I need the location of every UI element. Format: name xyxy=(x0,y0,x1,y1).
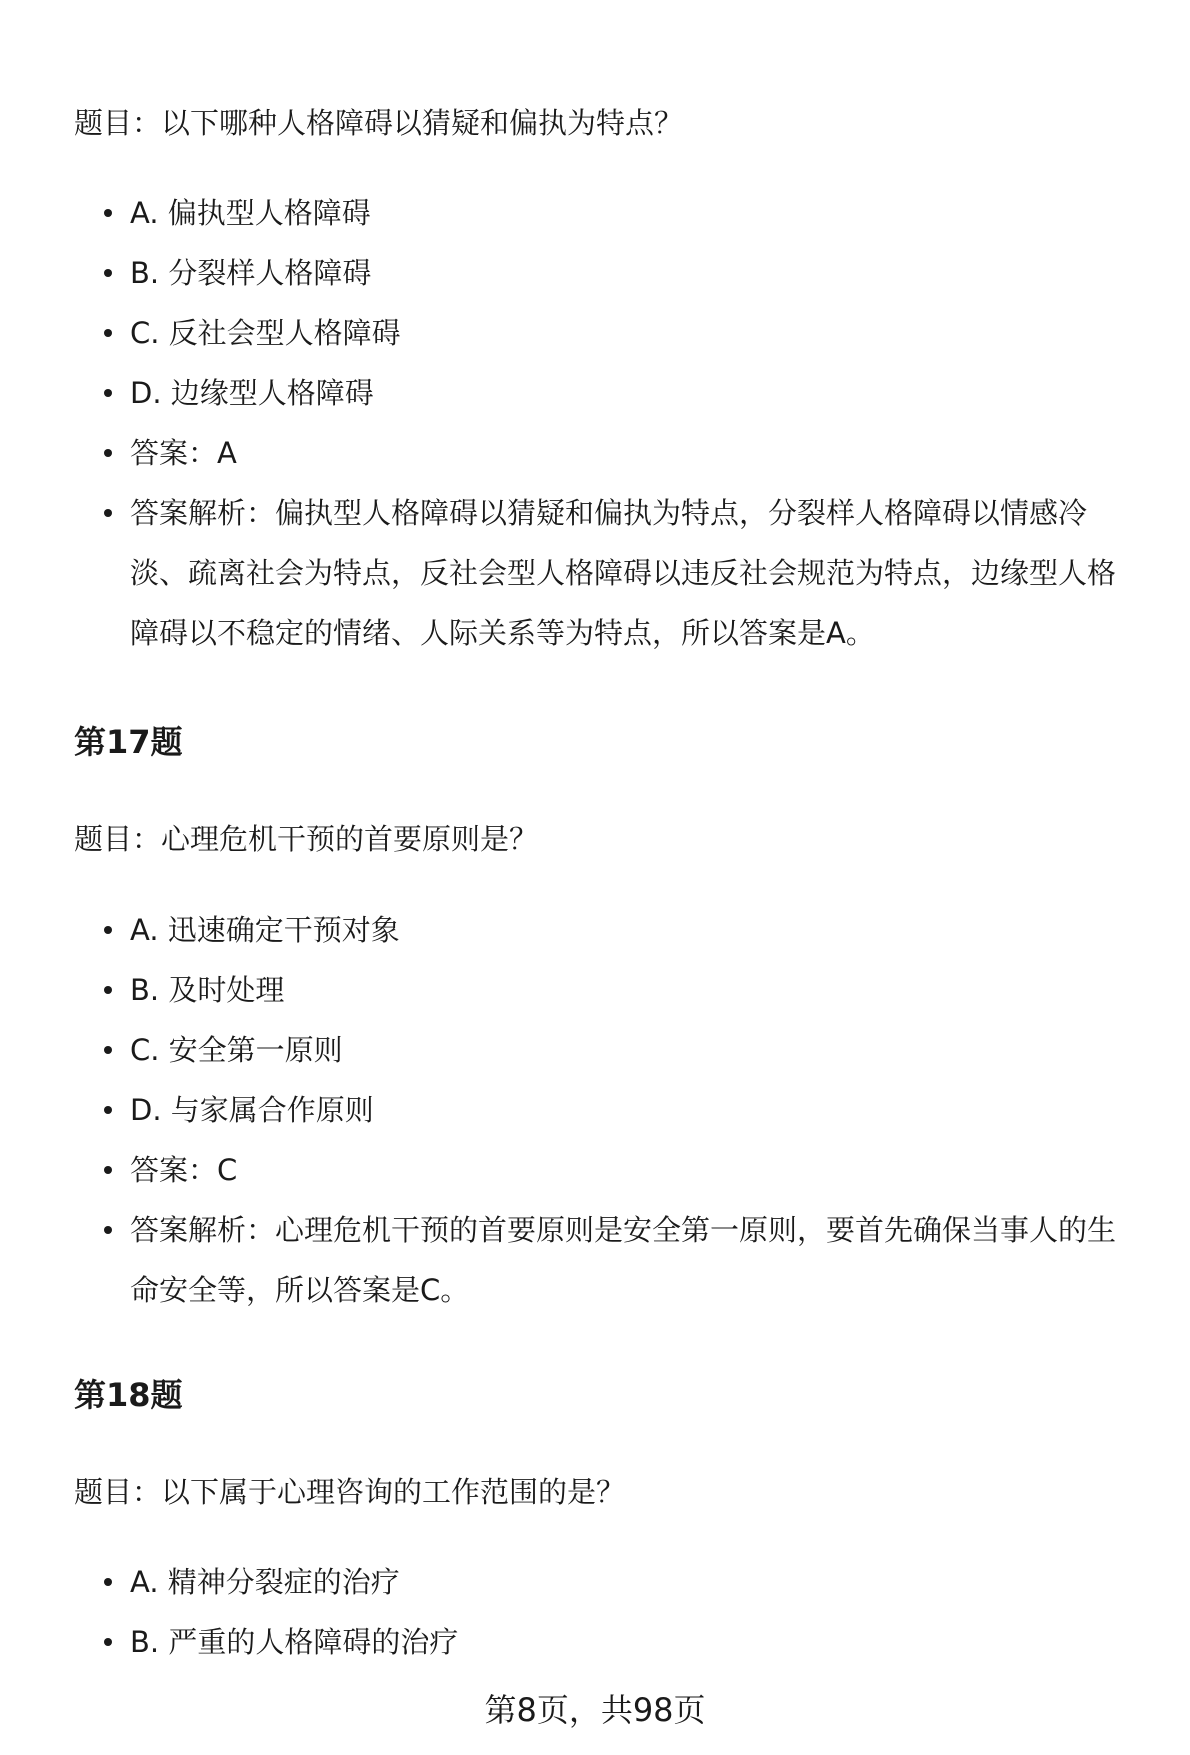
answer-analysis xyxy=(74,1200,1164,1320)
option-c: C. 反社会型人格障碍 xyxy=(74,303,1164,363)
option-b: B. 严重的人格障碍的治疗 xyxy=(74,1612,1164,1672)
option-list xyxy=(74,1552,1164,1672)
option-c: C. 安全第一原则 xyxy=(74,1020,1164,1080)
answer-analysis xyxy=(74,483,1164,663)
analysis-line: 淡、疏离社会为特点，反社会型人格障碍以违反社会规范为特点，边缘型人格 xyxy=(130,556,1117,590)
option-d: D. 边缘型人格障碍 xyxy=(74,363,1164,423)
analysis-line: 答案解析：心理危机干预的首要原则是安全第一原则，要首先确保当事人的生 xyxy=(130,1213,1117,1247)
question-heading: 第18题 xyxy=(74,1376,183,1414)
answer: 答案：A xyxy=(74,423,1164,483)
analysis-line: 障碍以不稳定的情绪、人际关系等为特点，所以答案是A。 xyxy=(130,616,875,650)
option-a: A. 精神分裂症的治疗 xyxy=(74,1552,1164,1612)
question-text: 题目：以下属于心理咨询的工作范围的是？ xyxy=(74,1475,626,1509)
option-b: B. 及时处理 xyxy=(74,960,1164,1020)
option-b: B. 分裂样人格障碍 xyxy=(74,243,1164,303)
option-list xyxy=(74,900,1164,1320)
option-a: A. 迅速确定干预对象 xyxy=(74,900,1164,960)
question-heading: 第17题 xyxy=(74,723,183,761)
answer: 答案：C xyxy=(74,1140,1164,1200)
analysis-line: 命安全等，所以答案是C。 xyxy=(130,1273,470,1307)
option-a: A. 偏执型人格障碍 xyxy=(74,183,1164,243)
analysis-line: 答案解析：偏执型人格障碍以猜疑和偏执为特点，分裂样人格障碍以情感冷 xyxy=(130,496,1088,530)
option-d: D. 与家属合作原则 xyxy=(74,1080,1164,1140)
question-text: 题目：心理危机干预的首要原则是？ xyxy=(74,822,539,856)
page-number: 第8页，共98页 xyxy=(484,1691,706,1729)
question-text: 题目：以下哪种人格障碍以猜疑和偏执为特点？ xyxy=(74,106,684,140)
option-list xyxy=(74,183,1164,663)
